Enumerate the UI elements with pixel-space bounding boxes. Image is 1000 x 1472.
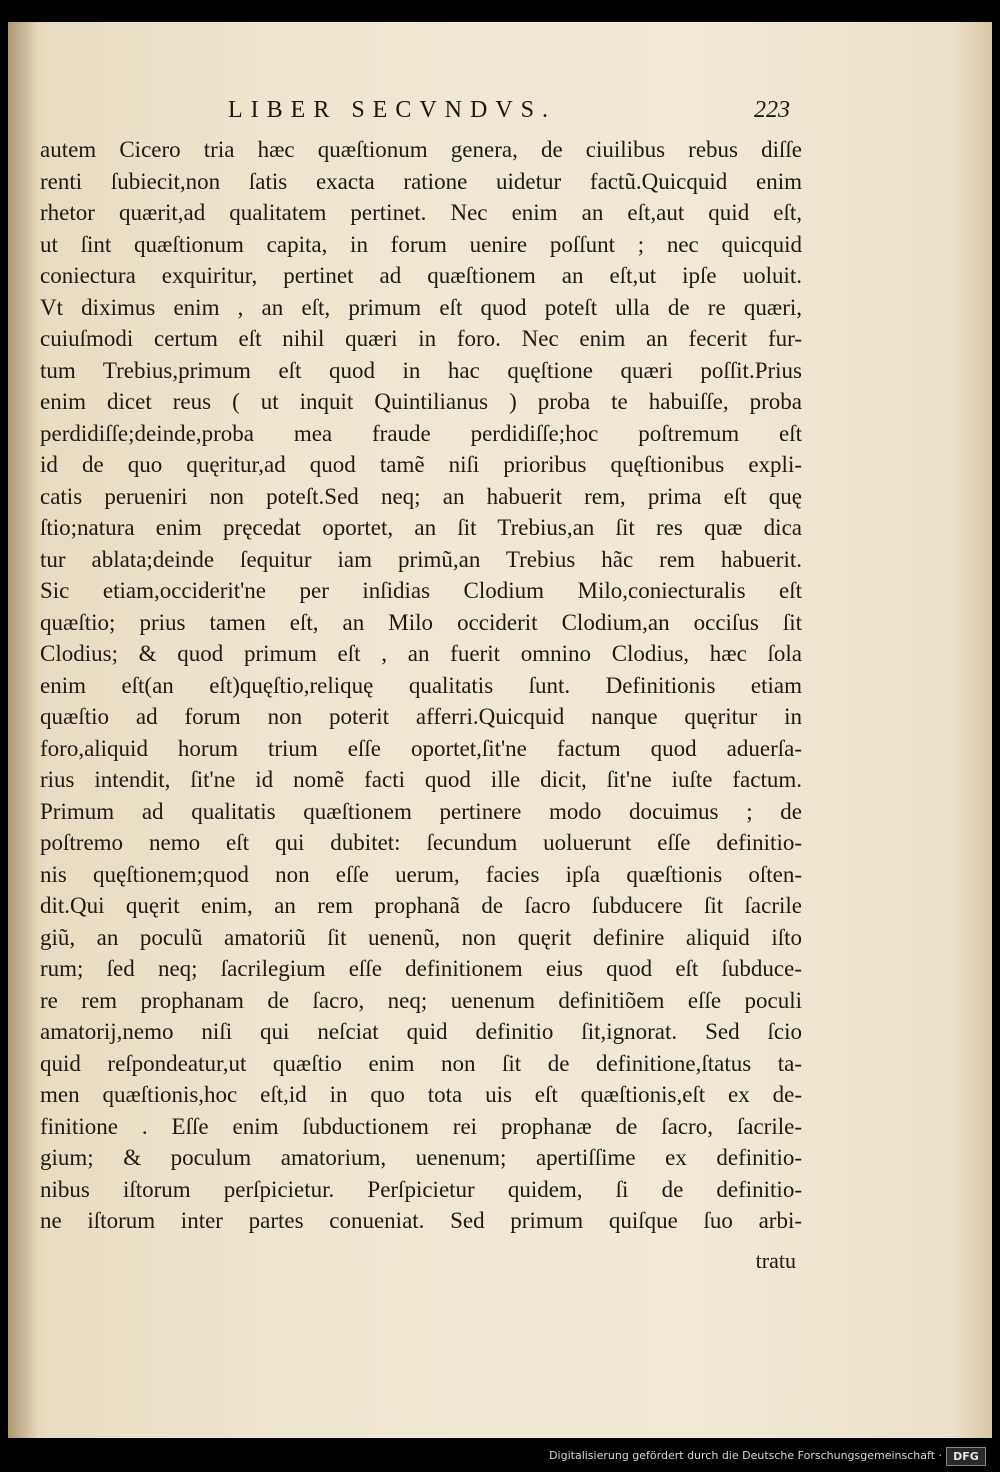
text-line: poſtremo nemo eſt qui dubitet: ſecundum uoluerunt eſſe definitio-: [40, 830, 802, 855]
text-line: enim dicet reus ( ut inquit Quintilianus ) proba te habuiſſe, proba: [40, 389, 802, 414]
text-line: finitione . Eſſe enim ſubductionem rei prophanæ de ſacro, ſacrile-: [40, 1113, 802, 1139]
text-line: rhetor quærit,ad qualitatem pertinet. Nec enim an eſt,aut quid eſt,: [40, 200, 802, 225]
text-line: autem Cicero tria hæc quæſtionum genera, de ciuilibus rebus diſſe: [40, 137, 802, 162]
text-line: quæſtio ad forum non poterit afferri.Quicquid nanque quęritur in: [40, 704, 802, 729]
text-line: giũ, an poculũ amatoriũ ſit uenenũ, non quęrit definire aliquid iſto: [40, 924, 802, 950]
text-block: [40, 134, 802, 1237]
text-line: nis quęſtionem;quod non eſſe uerum, facies ipſa quæſtionis oſten-: [40, 861, 802, 887]
footer-bar: [8, 1440, 992, 1472]
text-line: ne iſtorum inter partes conueniat. Sed primum quiſque ſuo arbi-: [40, 1208, 802, 1233]
text-line: gium; & poculum amatorium, uenenum; apertiſſime ex definitio-: [40, 1145, 802, 1170]
text-line: perdidiſſe;deinde,proba mea fraude perdidiſſe;hoc poſtremum eſt: [40, 420, 802, 446]
text-line: nibus iſtorum perſpicietur. Perſpicietur quidem, ſi de definitio-: [40, 1176, 802, 1202]
dfg-logo: DFG: [946, 1447, 986, 1466]
text-line: renti ſubiecit,non ſatis exacta ratione uidetur factũ.Quicquid enim: [40, 168, 802, 194]
text-line: quid reſpondeatur,ut quæſtio enim non ſit de definitione,ſtatus ta-: [40, 1050, 802, 1076]
text-line: rius intendit, ſit'ne id nomẽ facti quod ille dicit, ſit'ne iuſte factum.: [40, 767, 802, 792]
text-line: re rem prophanam de ſacro, neq; uenenum definitiõem eſſe poculi: [40, 987, 802, 1013]
gutter-shadow: [8, 22, 38, 1438]
folio-number: 223: [754, 97, 790, 123]
text-line: Clodius; & quod primum eſt , an fuerit omnino Clodius, hæc ſola: [40, 641, 802, 666]
text-line: cuiuſmodi certum eſt nihil quæri in foro. Nec enim an fecerit fur-: [40, 326, 802, 351]
text-line: id de quo quęritur,ad quod tamẽ niſi prioribus quęſtionibus expli-: [40, 452, 802, 477]
text-line: dit.Qui quęrit enim, an rem prophanã de ſacro ſubducere ſit ſacrile: [40, 893, 802, 918]
funding-credit: Digitalisierung gefördert durch die Deutsche Forschungsgemeinschaft ·: [549, 1449, 942, 1462]
text-line: Sic etiam,occiderit'ne per inſidias Clodium Milo,coniecturalis eſt: [40, 578, 802, 603]
text-line: Primum ad qualitatis quæſtionem pertinere modo docuimus ; de: [40, 798, 802, 824]
text-line: catis perueniri non poteſt.Sed neq; an habuerit rem, prima eſt quę: [40, 483, 802, 509]
text-line: quæſtio; prius tamen eſt, an Milo occiderit Clodium,an occiſus ſit: [40, 609, 802, 635]
text-line: foro,aliquid horum trium eſſe oportet,ſit'ne factum quod aduerſa-: [40, 735, 802, 761]
text-line: enim eſt(an eſt)quęſtio,reliquę qualitatis ſunt. Definitionis etiam: [40, 672, 802, 698]
catchword: tratu: [755, 1248, 796, 1273]
text-line: amatorij,nemo niſi qui neſciat quid definitio ſit,ignorat. Sed ſcio: [40, 1019, 802, 1044]
text-line: ſtio;natura enim pręcedat oportet, an ſit Trebius,an ſit res quæ dica: [40, 515, 802, 540]
text-line: coniectura exquiritur, pertinet ad quæſtionem an eſt,ut ipſe uoluit.: [40, 263, 802, 288]
text-line: rum; ſed neq; ſacrilegium eſſe definitionem eius quod eſt ſubduce-: [40, 956, 802, 981]
paper-page: [8, 22, 992, 1438]
text-line: tum Trebius,primum eſt quod in hac quęſtione quæri poſſit.Prius: [40, 357, 802, 383]
running-head: LIBER SECVNDVS.: [228, 97, 557, 123]
text-line: ut ſint quæſtionum capita, in forum uenire poſſunt ; nec quicquid: [40, 231, 802, 257]
text-line: men quæſtionis,hoc eſt,id in quo tota uis eſt quæſtionis,eſt ex de-: [40, 1082, 802, 1107]
text-line: Vt diximus enim , an eſt, primum eſt quod poteſt ulla de re quæri,: [40, 294, 802, 320]
text-line: tur ablata;deinde ſequitur iam primũ,an Trebius hãc rem habuerit.: [40, 546, 802, 572]
